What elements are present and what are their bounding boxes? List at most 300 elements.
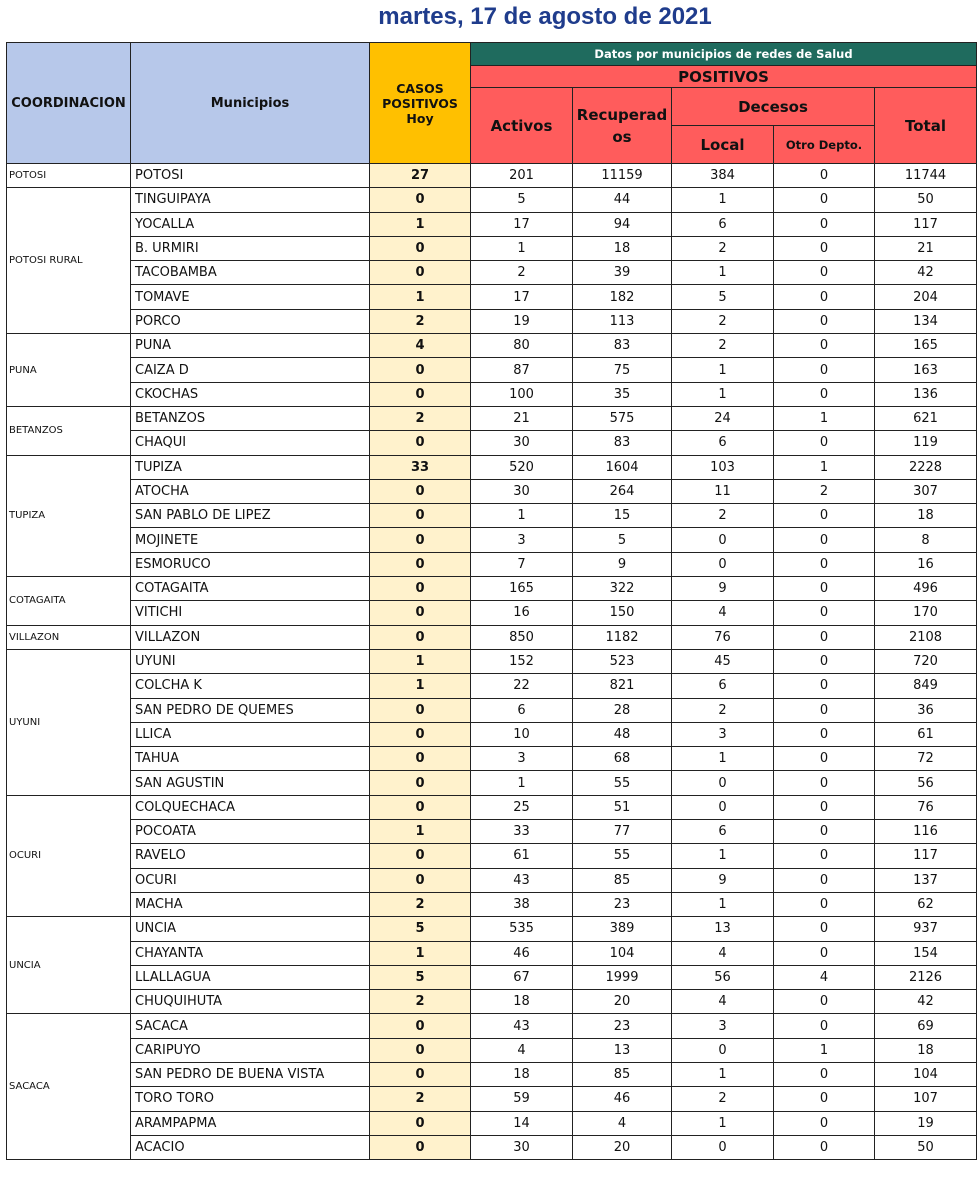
municipio-cell: VITICHI bbox=[131, 601, 370, 625]
decesos-otro-cell: 0 bbox=[774, 698, 875, 722]
coordinacion-cell: VILLAZON bbox=[7, 625, 131, 649]
decesos-local-cell: 56 bbox=[672, 965, 774, 989]
municipio-cell: CAIZA D bbox=[131, 358, 370, 382]
total-cell: 62 bbox=[875, 892, 977, 916]
municipio-cell: TAHUA bbox=[131, 747, 370, 771]
decesos-otro-cell: 0 bbox=[774, 771, 875, 795]
decesos-local-cell: 1 bbox=[672, 1062, 774, 1086]
header-local: Local bbox=[672, 126, 774, 164]
casos-hoy-cell: 1 bbox=[370, 941, 471, 965]
table-row bbox=[7, 844, 977, 868]
decesos-otro-cell: 0 bbox=[774, 820, 875, 844]
decesos-otro-cell: 1 bbox=[774, 1038, 875, 1062]
table-row bbox=[7, 479, 977, 503]
table-row bbox=[7, 406, 977, 430]
decesos-local-cell: 1 bbox=[672, 188, 774, 212]
recuperados-cell: 13 bbox=[573, 1038, 672, 1062]
decesos-local-cell: 6 bbox=[672, 820, 774, 844]
recuperados-cell: 389 bbox=[573, 917, 672, 941]
activos-cell: 10 bbox=[471, 722, 573, 746]
total-cell: 18 bbox=[875, 504, 977, 528]
decesos-local-cell: 9 bbox=[672, 868, 774, 892]
decesos-local-cell: 2 bbox=[672, 698, 774, 722]
decesos-local-cell: 3 bbox=[672, 722, 774, 746]
total-cell: 307 bbox=[875, 479, 977, 503]
municipio-cell: BETANZOS bbox=[131, 406, 370, 430]
casos-hoy-cell: 5 bbox=[370, 917, 471, 941]
casos-hoy-cell: 0 bbox=[370, 479, 471, 503]
municipio-cell: SAN PEDRO DE QUEMES bbox=[131, 698, 370, 722]
municipio-cell: RAVELO bbox=[131, 844, 370, 868]
decesos-otro-cell: 0 bbox=[774, 528, 875, 552]
casos-hoy-cell: 1 bbox=[370, 212, 471, 236]
municipio-cell: SAN AGUSTIN bbox=[131, 771, 370, 795]
municipio-cell: B. URMIRI bbox=[131, 236, 370, 260]
total-cell: 937 bbox=[875, 917, 977, 941]
municipio-cell: LLICA bbox=[131, 722, 370, 746]
decesos-otro-cell: 0 bbox=[774, 334, 875, 358]
decesos-otro-cell: 0 bbox=[774, 795, 875, 819]
municipio-cell: YOCALLA bbox=[131, 212, 370, 236]
casos-hoy-cell: 2 bbox=[370, 892, 471, 916]
municipio-cell: TACOBAMBA bbox=[131, 261, 370, 285]
municipio-cell: PUNA bbox=[131, 334, 370, 358]
casos-hoy-cell: 27 bbox=[370, 164, 471, 188]
total-cell: 2108 bbox=[875, 625, 977, 649]
recuperados-cell: 23 bbox=[573, 892, 672, 916]
total-cell: 21 bbox=[875, 236, 977, 260]
activos-cell: 3 bbox=[471, 528, 573, 552]
recuperados-cell: 1182 bbox=[573, 625, 672, 649]
recuperados-cell: 150 bbox=[573, 601, 672, 625]
decesos-otro-cell: 0 bbox=[774, 941, 875, 965]
decesos-local-cell: 45 bbox=[672, 649, 774, 673]
municipio-cell: TINGUIPAYA bbox=[131, 188, 370, 212]
decesos-local-cell: 4 bbox=[672, 601, 774, 625]
municipio-cell: CHUQUIHUTA bbox=[131, 990, 370, 1014]
recuperados-cell: 20 bbox=[573, 1135, 672, 1159]
recuperados-cell: 523 bbox=[573, 649, 672, 673]
casos-hoy-cell: 0 bbox=[370, 1062, 471, 1086]
decesos-local-cell: 0 bbox=[672, 552, 774, 576]
recuperados-cell: 575 bbox=[573, 406, 672, 430]
activos-cell: 152 bbox=[471, 649, 573, 673]
table-row bbox=[7, 455, 977, 479]
recuperados-cell: 48 bbox=[573, 722, 672, 746]
decesos-local-cell: 1 bbox=[672, 1111, 774, 1135]
casos-hoy-cell: 0 bbox=[370, 601, 471, 625]
decesos-local-cell: 1 bbox=[672, 261, 774, 285]
municipio-cell: COTAGAITA bbox=[131, 577, 370, 601]
total-cell: 204 bbox=[875, 285, 977, 309]
decesos-otro-cell: 0 bbox=[774, 236, 875, 260]
activos-cell: 25 bbox=[471, 795, 573, 819]
decesos-otro-cell: 1 bbox=[774, 455, 875, 479]
header-casos-hoy: CASOS POSITIVOS Hoy bbox=[370, 43, 471, 164]
total-cell: 104 bbox=[875, 1062, 977, 1086]
casos-hoy-cell: 0 bbox=[370, 722, 471, 746]
casos-hoy-cell: 0 bbox=[370, 625, 471, 649]
casos-hoy-cell: 0 bbox=[370, 552, 471, 576]
total-cell: 18 bbox=[875, 1038, 977, 1062]
municipio-cell: VILLAZON bbox=[131, 625, 370, 649]
table-row bbox=[7, 528, 977, 552]
table-row bbox=[7, 990, 977, 1014]
table-row bbox=[7, 552, 977, 576]
decesos-local-cell: 0 bbox=[672, 795, 774, 819]
municipio-cell: TORO TORO bbox=[131, 1087, 370, 1111]
table-row bbox=[7, 1111, 977, 1135]
table-row bbox=[7, 431, 977, 455]
municipio-cell: ARAMPAPMA bbox=[131, 1111, 370, 1135]
header-datos-banner: Datos por municipios de redes de Salud bbox=[471, 43, 977, 66]
decesos-otro-cell: 0 bbox=[774, 601, 875, 625]
total-cell: 56 bbox=[875, 771, 977, 795]
decesos-local-cell: 24 bbox=[672, 406, 774, 430]
activos-cell: 30 bbox=[471, 479, 573, 503]
casos-hoy-cell: 0 bbox=[370, 528, 471, 552]
table-body bbox=[7, 164, 977, 1160]
decesos-otro-cell: 1 bbox=[774, 406, 875, 430]
activos-cell: 5 bbox=[471, 188, 573, 212]
total-cell: 496 bbox=[875, 577, 977, 601]
total-cell: 117 bbox=[875, 844, 977, 868]
decesos-otro-cell: 0 bbox=[774, 261, 875, 285]
decesos-local-cell: 13 bbox=[672, 917, 774, 941]
table-row bbox=[7, 1135, 977, 1159]
municipio-cell: CKOCHAS bbox=[131, 382, 370, 406]
activos-cell: 165 bbox=[471, 577, 573, 601]
casos-hoy-cell: 0 bbox=[370, 1111, 471, 1135]
table-row bbox=[7, 601, 977, 625]
recuperados-cell: 5 bbox=[573, 528, 672, 552]
decesos-local-cell: 2 bbox=[672, 1087, 774, 1111]
municipio-cell: TOMAVE bbox=[131, 285, 370, 309]
recuperados-cell: 264 bbox=[573, 479, 672, 503]
casos-hoy-cell: 1 bbox=[370, 674, 471, 698]
decesos-local-cell: 3 bbox=[672, 1014, 774, 1038]
activos-cell: 6 bbox=[471, 698, 573, 722]
total-cell: 134 bbox=[875, 309, 977, 333]
municipio-cell: OCURI bbox=[131, 868, 370, 892]
casos-hoy-cell: 0 bbox=[370, 698, 471, 722]
municipio-cell: CARIPUYO bbox=[131, 1038, 370, 1062]
activos-cell: 87 bbox=[471, 358, 573, 382]
casos-hoy-cell: 0 bbox=[370, 1014, 471, 1038]
activos-cell: 1 bbox=[471, 771, 573, 795]
casos-hoy-cell: 0 bbox=[370, 236, 471, 260]
casos-hoy-cell: 0 bbox=[370, 431, 471, 455]
decesos-local-cell: 6 bbox=[672, 212, 774, 236]
table-row bbox=[7, 1014, 977, 1038]
page-title: martes, 17 de agosto de 2021 bbox=[378, 3, 712, 30]
activos-cell: 2 bbox=[471, 261, 573, 285]
total-cell: 119 bbox=[875, 431, 977, 455]
header-decesos: Decesos bbox=[672, 88, 875, 126]
table-row bbox=[7, 747, 977, 771]
recuperados-cell: 11159 bbox=[573, 164, 672, 188]
decesos-local-cell: 76 bbox=[672, 625, 774, 649]
casos-hoy-cell: 0 bbox=[370, 504, 471, 528]
activos-cell: 3 bbox=[471, 747, 573, 771]
decesos-otro-cell: 4 bbox=[774, 965, 875, 989]
total-cell: 116 bbox=[875, 820, 977, 844]
recuperados-cell: 113 bbox=[573, 309, 672, 333]
decesos-otro-cell: 0 bbox=[774, 649, 875, 673]
table-row bbox=[7, 868, 977, 892]
casos-hoy-cell: 0 bbox=[370, 844, 471, 868]
header-municipios: Municipios bbox=[131, 43, 370, 164]
covid-data-table bbox=[6, 42, 977, 1160]
activos-cell: 46 bbox=[471, 941, 573, 965]
decesos-otro-cell: 0 bbox=[774, 892, 875, 916]
coordinacion-cell: BETANZOS bbox=[7, 406, 131, 455]
total-cell: 36 bbox=[875, 698, 977, 722]
recuperados-cell: 44 bbox=[573, 188, 672, 212]
activos-cell: 520 bbox=[471, 455, 573, 479]
recuperados-cell: 15 bbox=[573, 504, 672, 528]
casos-hoy-cell: 4 bbox=[370, 334, 471, 358]
decesos-otro-cell: 0 bbox=[774, 431, 875, 455]
casos-hoy-cell: 0 bbox=[370, 1038, 471, 1062]
decesos-local-cell: 6 bbox=[672, 431, 774, 455]
decesos-otro-cell: 0 bbox=[774, 358, 875, 382]
casos-hoy-cell: 1 bbox=[370, 820, 471, 844]
decesos-local-cell: 4 bbox=[672, 941, 774, 965]
recuperados-cell: 182 bbox=[573, 285, 672, 309]
total-cell: 2126 bbox=[875, 965, 977, 989]
coordinacion-cell: SACACA bbox=[7, 1014, 131, 1160]
decesos-otro-cell: 0 bbox=[774, 868, 875, 892]
decesos-local-cell: 0 bbox=[672, 1135, 774, 1159]
coordinacion-cell: UNCIA bbox=[7, 917, 131, 1014]
decesos-local-cell: 103 bbox=[672, 455, 774, 479]
activos-cell: 7 bbox=[471, 552, 573, 576]
table-row bbox=[7, 188, 977, 212]
municipio-cell: UYUNI bbox=[131, 649, 370, 673]
total-cell: 8 bbox=[875, 528, 977, 552]
recuperados-cell: 28 bbox=[573, 698, 672, 722]
total-cell: 849 bbox=[875, 674, 977, 698]
total-cell: 136 bbox=[875, 382, 977, 406]
coordinacion-cell: COTAGAITA bbox=[7, 577, 131, 626]
total-cell: 61 bbox=[875, 722, 977, 746]
total-cell: 107 bbox=[875, 1087, 977, 1111]
casos-hoy-cell: 0 bbox=[370, 1135, 471, 1159]
decesos-otro-cell: 0 bbox=[774, 990, 875, 1014]
municipio-cell: COLCHA K bbox=[131, 674, 370, 698]
recuperados-cell: 9 bbox=[573, 552, 672, 576]
recuperados-cell: 35 bbox=[573, 382, 672, 406]
header-recuperados: Recuperados bbox=[573, 88, 672, 164]
decesos-otro-cell: 0 bbox=[774, 747, 875, 771]
coordinacion-cell: UYUNI bbox=[7, 649, 131, 795]
casos-hoy-cell: 0 bbox=[370, 868, 471, 892]
decesos-local-cell: 2 bbox=[672, 504, 774, 528]
activos-cell: 1 bbox=[471, 236, 573, 260]
recuperados-cell: 83 bbox=[573, 431, 672, 455]
table-row bbox=[7, 1062, 977, 1086]
recuperados-cell: 46 bbox=[573, 1087, 672, 1111]
activos-cell: 33 bbox=[471, 820, 573, 844]
municipio-cell: UNCIA bbox=[131, 917, 370, 941]
decesos-otro-cell: 0 bbox=[774, 1111, 875, 1135]
activos-cell: 19 bbox=[471, 309, 573, 333]
municipio-cell: POCOATA bbox=[131, 820, 370, 844]
recuperados-cell: 83 bbox=[573, 334, 672, 358]
municipio-cell: SAN PEDRO DE BUENA VISTA bbox=[131, 1062, 370, 1086]
decesos-otro-cell: 0 bbox=[774, 844, 875, 868]
table-row bbox=[7, 820, 977, 844]
table-row bbox=[7, 722, 977, 746]
recuperados-cell: 104 bbox=[573, 941, 672, 965]
casos-hoy-cell: 0 bbox=[370, 382, 471, 406]
decesos-otro-cell: 0 bbox=[774, 1014, 875, 1038]
decesos-local-cell: 1 bbox=[672, 747, 774, 771]
table-row bbox=[7, 504, 977, 528]
header-coordinacion: COORDINACION bbox=[7, 43, 131, 164]
casos-hoy-cell: 0 bbox=[370, 188, 471, 212]
decesos-local-cell: 6 bbox=[672, 674, 774, 698]
activos-cell: 18 bbox=[471, 990, 573, 1014]
total-cell: 117 bbox=[875, 212, 977, 236]
decesos-otro-cell: 0 bbox=[774, 164, 875, 188]
activos-cell: 535 bbox=[471, 917, 573, 941]
table-row bbox=[7, 334, 977, 358]
decesos-local-cell: 384 bbox=[672, 164, 774, 188]
recuperados-cell: 85 bbox=[573, 868, 672, 892]
decesos-local-cell: 1 bbox=[672, 844, 774, 868]
total-cell: 50 bbox=[875, 1135, 977, 1159]
activos-cell: 67 bbox=[471, 965, 573, 989]
activos-cell: 61 bbox=[471, 844, 573, 868]
municipio-cell: PORCO bbox=[131, 309, 370, 333]
decesos-otro-cell: 0 bbox=[774, 382, 875, 406]
decesos-otro-cell: 0 bbox=[774, 212, 875, 236]
decesos-local-cell: 2 bbox=[672, 334, 774, 358]
table-row bbox=[7, 795, 977, 819]
total-cell: 50 bbox=[875, 188, 977, 212]
table-row bbox=[7, 236, 977, 260]
recuperados-cell: 23 bbox=[573, 1014, 672, 1038]
casos-hoy-cell: 33 bbox=[370, 455, 471, 479]
activos-cell: 80 bbox=[471, 334, 573, 358]
recuperados-cell: 1999 bbox=[573, 965, 672, 989]
total-cell: 163 bbox=[875, 358, 977, 382]
header-total: Total bbox=[875, 88, 977, 164]
casos-hoy-cell: 0 bbox=[370, 795, 471, 819]
decesos-local-cell: 0 bbox=[672, 771, 774, 795]
activos-cell: 17 bbox=[471, 285, 573, 309]
casos-hoy-cell: 1 bbox=[370, 285, 471, 309]
total-cell: 11744 bbox=[875, 164, 977, 188]
activos-cell: 17 bbox=[471, 212, 573, 236]
activos-cell: 22 bbox=[471, 674, 573, 698]
municipio-cell: ESMORUCO bbox=[131, 552, 370, 576]
municipio-cell: CHAYANTA bbox=[131, 941, 370, 965]
recuperados-cell: 51 bbox=[573, 795, 672, 819]
decesos-otro-cell: 0 bbox=[774, 722, 875, 746]
activos-cell: 30 bbox=[471, 431, 573, 455]
municipio-cell: ATOCHA bbox=[131, 479, 370, 503]
activos-cell: 18 bbox=[471, 1062, 573, 1086]
casos-hoy-cell: 0 bbox=[370, 747, 471, 771]
municipio-cell: LLALLAGUA bbox=[131, 965, 370, 989]
recuperados-cell: 18 bbox=[573, 236, 672, 260]
decesos-local-cell: 9 bbox=[672, 577, 774, 601]
decesos-local-cell: 4 bbox=[672, 990, 774, 1014]
activos-cell: 59 bbox=[471, 1087, 573, 1111]
decesos-otro-cell: 0 bbox=[774, 504, 875, 528]
table-row bbox=[7, 309, 977, 333]
decesos-local-cell: 0 bbox=[672, 1038, 774, 1062]
total-cell: 19 bbox=[875, 1111, 977, 1135]
header-activos: Activos bbox=[471, 88, 573, 164]
casos-hoy-cell: 1 bbox=[370, 649, 471, 673]
decesos-otro-cell: 0 bbox=[774, 1087, 875, 1111]
total-cell: 69 bbox=[875, 1014, 977, 1038]
municipio-cell: POTOSI bbox=[131, 164, 370, 188]
table-row bbox=[7, 698, 977, 722]
recuperados-cell: 821 bbox=[573, 674, 672, 698]
table-row bbox=[7, 382, 977, 406]
total-cell: 2228 bbox=[875, 455, 977, 479]
recuperados-cell: 75 bbox=[573, 358, 672, 382]
table-row bbox=[7, 1087, 977, 1111]
total-cell: 165 bbox=[875, 334, 977, 358]
activos-cell: 201 bbox=[471, 164, 573, 188]
total-cell: 42 bbox=[875, 990, 977, 1014]
decesos-local-cell: 1 bbox=[672, 892, 774, 916]
activos-cell: 1 bbox=[471, 504, 573, 528]
activos-cell: 21 bbox=[471, 406, 573, 430]
table-row bbox=[7, 625, 977, 649]
decesos-otro-cell: 2 bbox=[774, 479, 875, 503]
municipio-cell: MACHA bbox=[131, 892, 370, 916]
recuperados-cell: 322 bbox=[573, 577, 672, 601]
table-row bbox=[7, 358, 977, 382]
header-positivos: POSITIVOS bbox=[471, 66, 977, 88]
activos-cell: 30 bbox=[471, 1135, 573, 1159]
table-row bbox=[7, 212, 977, 236]
total-cell: 720 bbox=[875, 649, 977, 673]
recuperados-cell: 68 bbox=[573, 747, 672, 771]
decesos-local-cell: 11 bbox=[672, 479, 774, 503]
activos-cell: 43 bbox=[471, 868, 573, 892]
municipio-cell: SACACA bbox=[131, 1014, 370, 1038]
total-cell: 76 bbox=[875, 795, 977, 819]
activos-cell: 4 bbox=[471, 1038, 573, 1062]
municipio-cell: CHAQUI bbox=[131, 431, 370, 455]
table-row bbox=[7, 674, 977, 698]
coordinacion-cell: POTOSI bbox=[7, 164, 131, 188]
table-row bbox=[7, 649, 977, 673]
recuperados-cell: 55 bbox=[573, 771, 672, 795]
table-row bbox=[7, 285, 977, 309]
recuperados-cell: 85 bbox=[573, 1062, 672, 1086]
decesos-otro-cell: 0 bbox=[774, 309, 875, 333]
table-row bbox=[7, 771, 977, 795]
table-row bbox=[7, 917, 977, 941]
casos-hoy-cell: 5 bbox=[370, 965, 471, 989]
total-cell: 170 bbox=[875, 601, 977, 625]
table-row bbox=[7, 577, 977, 601]
decesos-otro-cell: 0 bbox=[774, 625, 875, 649]
table-row bbox=[7, 164, 977, 188]
decesos-local-cell: 5 bbox=[672, 285, 774, 309]
casos-hoy-cell: 0 bbox=[370, 577, 471, 601]
casos-hoy-cell: 0 bbox=[370, 771, 471, 795]
